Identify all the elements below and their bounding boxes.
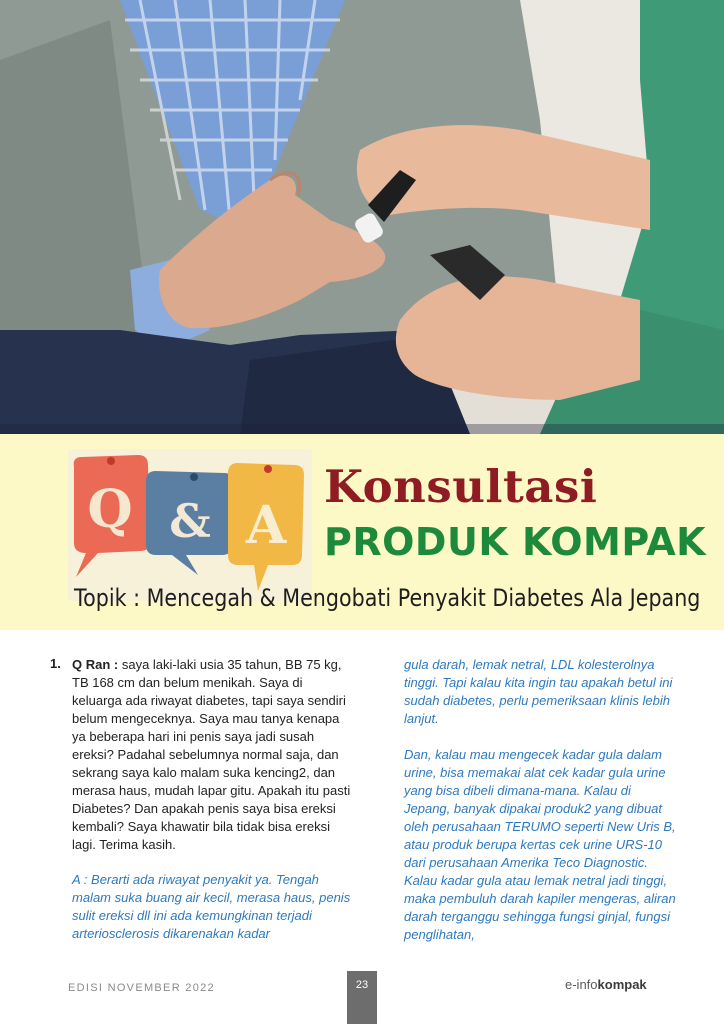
ampersand-letter: & <box>169 494 211 548</box>
title-band <box>0 434 724 630</box>
article-right-column <box>404 656 676 944</box>
answer-paragraph-urine-check: Dan, kalau mau mengecek kadar gula dalam urine, bisa memakai alat cek kadar gula urine yang bisa dibeli dimana-mana. Kalau di Jepang, banyak dipakai produk2 yang dibuat oleh perusahaan TERUMO seperti New Uris B, atau produk berupa kertas cek urine URS-10 dari perusahaan Amerika Teco Diagnostic. Kalau kadar gula atau lemak netral jadi tinggi, maka pembuluh darah kapiler mengeras, aliran darah terganggu sehingga fungsi ginjal, fungsi penglihatan, <box>404 747 676 942</box>
answer-paragraph: A : Berarti ada riwayat penyakit ya. Tengah malam suka buang air kecil, merasa haus, penis sulit ereksi dll ini ada kemungkinan terjadi arteriosclerosis dikarenakan kadar <box>72 872 351 941</box>
brand-prefix: e-info <box>565 977 598 992</box>
brand-bold: kompak <box>597 977 647 992</box>
edition-label: EDISI NOVEMBER 2022 <box>68 982 215 994</box>
answer-continuation: gula darah, lemak netral, LDL kolesterolnya tinggi. Tapi kalau kita ingin tau apakah betul ini sudah diabetes, perlu pemeriksaan klinis lebih lanjut. <box>404 657 673 726</box>
hero-photo <box>0 0 724 434</box>
page-number: 23 <box>355 979 369 991</box>
page-number-tab <box>347 971 377 1024</box>
a-letter: A <box>245 495 287 556</box>
topic-heading: Topik : Mencegah & Mengobati Penyakit Diabetes Ala Jepang <box>74 584 701 612</box>
question-paragraph <box>72 656 354 854</box>
question-label: Q Ran : <box>72 657 119 672</box>
question-text: saya laki-laki usia 35 tahun, BB 75 kg, TB 168 cm dan belum menikah. Saya di keluarga ada riwayat diabetes, tapi saya sendiri belum mengeceknya. Saya mau tanya kenapa ya beberapa hari ini penis saya jadi susah ereksi? Padahal sebelumnya normal saja, dan sekrang saya kalo malam suka kencing2, dan merasa haus, mudah lapar gitu. Apakah itu pasti Diabetes? Dan apakah penis saya bisa ereksi kembali? Saya khawatir bila tidak bisa ereksi lagi. Terima kasih. <box>72 657 351 852</box>
page-title: Konsultasi <box>324 460 598 513</box>
page-subtitle: PRODUK KOMPAK <box>324 520 707 564</box>
question-number: 1. <box>50 656 61 671</box>
qa-logo <box>68 449 312 601</box>
q-letter: Q <box>87 479 133 540</box>
brand-logo <box>565 977 647 992</box>
